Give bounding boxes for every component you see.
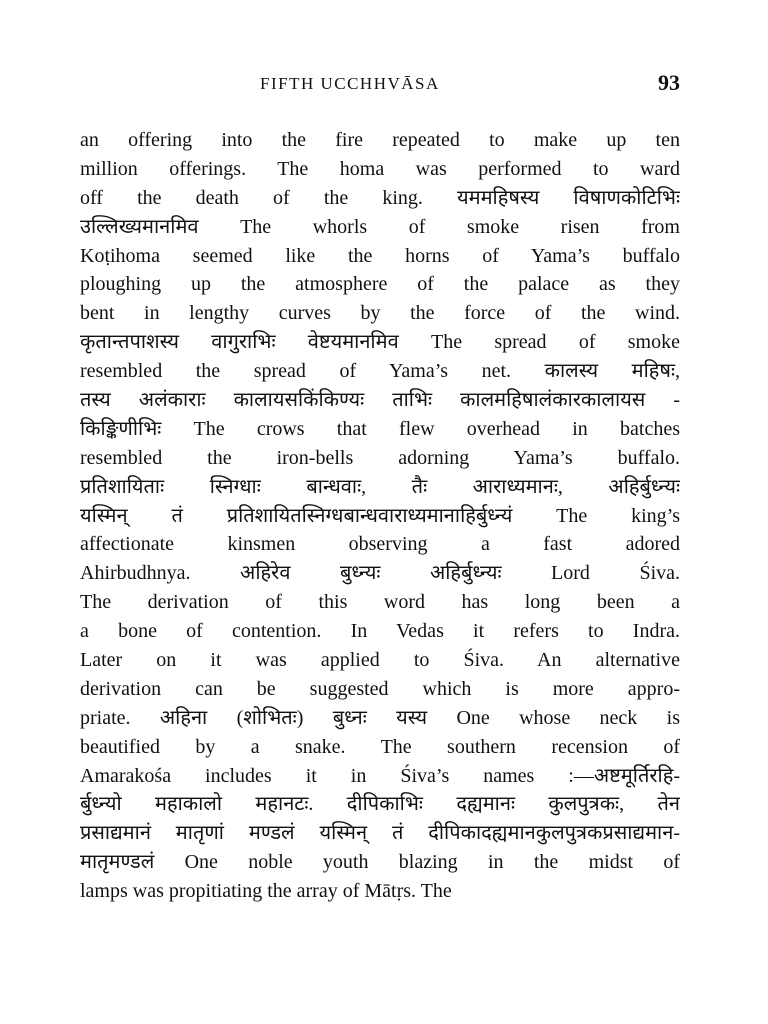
text-line: resembled the spread of Yama’s net. कालस्य महिषः, [80, 360, 680, 383]
text-line: an offering into the fire repeated to make up ten [80, 129, 680, 151]
text-line: तस्य अलंकाराः कालायसकिंकिण्यः ताभिः कालमहिषालंकारकालायस - [80, 389, 680, 412]
text-line: bent in lengthy curves by the force of the wind. [80, 302, 680, 325]
text-line: कृतान्तपाशस्य वागुराभिः वेष्टयमानमिव The spread of smoke [80, 331, 680, 354]
text-line: किङ्किणीभिः The crows that flew overhead in batches [80, 417, 680, 440]
text-line: Ahirbudhnya. अहिरेव बुध्न्यः अहिर्बुध्न्यः Lord Śiva. [80, 562, 680, 585]
page-number: 93 [658, 70, 680, 95]
body-text [80, 126, 680, 906]
text-line: lamps was propitiating the array of Mātṛs. The [80, 880, 452, 903]
text-line: प्रसाद्यमानं मातृणां मण्डलं यस्मिन् तं दीपिकादह्यमानकुलपुत्रकप्रसाद्यमान- [80, 822, 680, 845]
text-line: Amarakośa includes it in Śiva’s names :—अष्टमूर्तिरहि- [80, 764, 680, 787]
text-line: यस्मिन् तं प्रतिशायितस्निग्धबान्धवाराध्यमानाहिर्बुध्न्यं The king’s [80, 504, 680, 527]
text-line: derivation can be suggested which is more appro- [80, 677, 680, 700]
text-line: priate. अहिना (शोभितः) बुध्नः यस्य One whose neck is [80, 706, 680, 729]
text-line: र्बुध्न्यो महाकालो महानटः. दीपिकाभिः दह्यमानः कुलपुत्रकः, तेन [80, 793, 680, 816]
text-line: beautified by a snake. The southern recension of [80, 735, 680, 758]
text-line: The derivation of this word has long been a [80, 591, 680, 614]
text-line: Later on it was applied to Śiva. An alternative [80, 649, 680, 672]
text-line: a bone of contention. In Vedas it refers to Indra. [80, 620, 680, 643]
text-line: ploughing up the atmosphere of the palace as they [80, 273, 680, 296]
text-line: affectionate kinsmen observing a fast adored [80, 533, 680, 556]
text-line: Koṭihoma seemed like the horns of Yama’s buffalo [80, 244, 680, 267]
running-head: FIFTH UCCHHVĀSA [260, 74, 440, 93]
page-header [80, 70, 680, 104]
text-line: off the death of the king. यममहिषस्य विषाणकोटिभिः [80, 186, 680, 209]
text-line: प्रतिशायिताः स्निग्धाः बान्धवाः, तैः आराध्यमानः, अहिर्बुध्न्यः [80, 475, 680, 498]
text-line: उल्लिख्यमानमिव The whorls of smoke risen from [80, 215, 680, 238]
text-line: resembled the iron-bells adorning Yama’s buffalo. [80, 446, 680, 469]
text-line: मातृमण्डलं One noble youth blazing in the midst of [80, 851, 680, 874]
text-line: million offerings. The homa was performed to ward [80, 157, 680, 180]
